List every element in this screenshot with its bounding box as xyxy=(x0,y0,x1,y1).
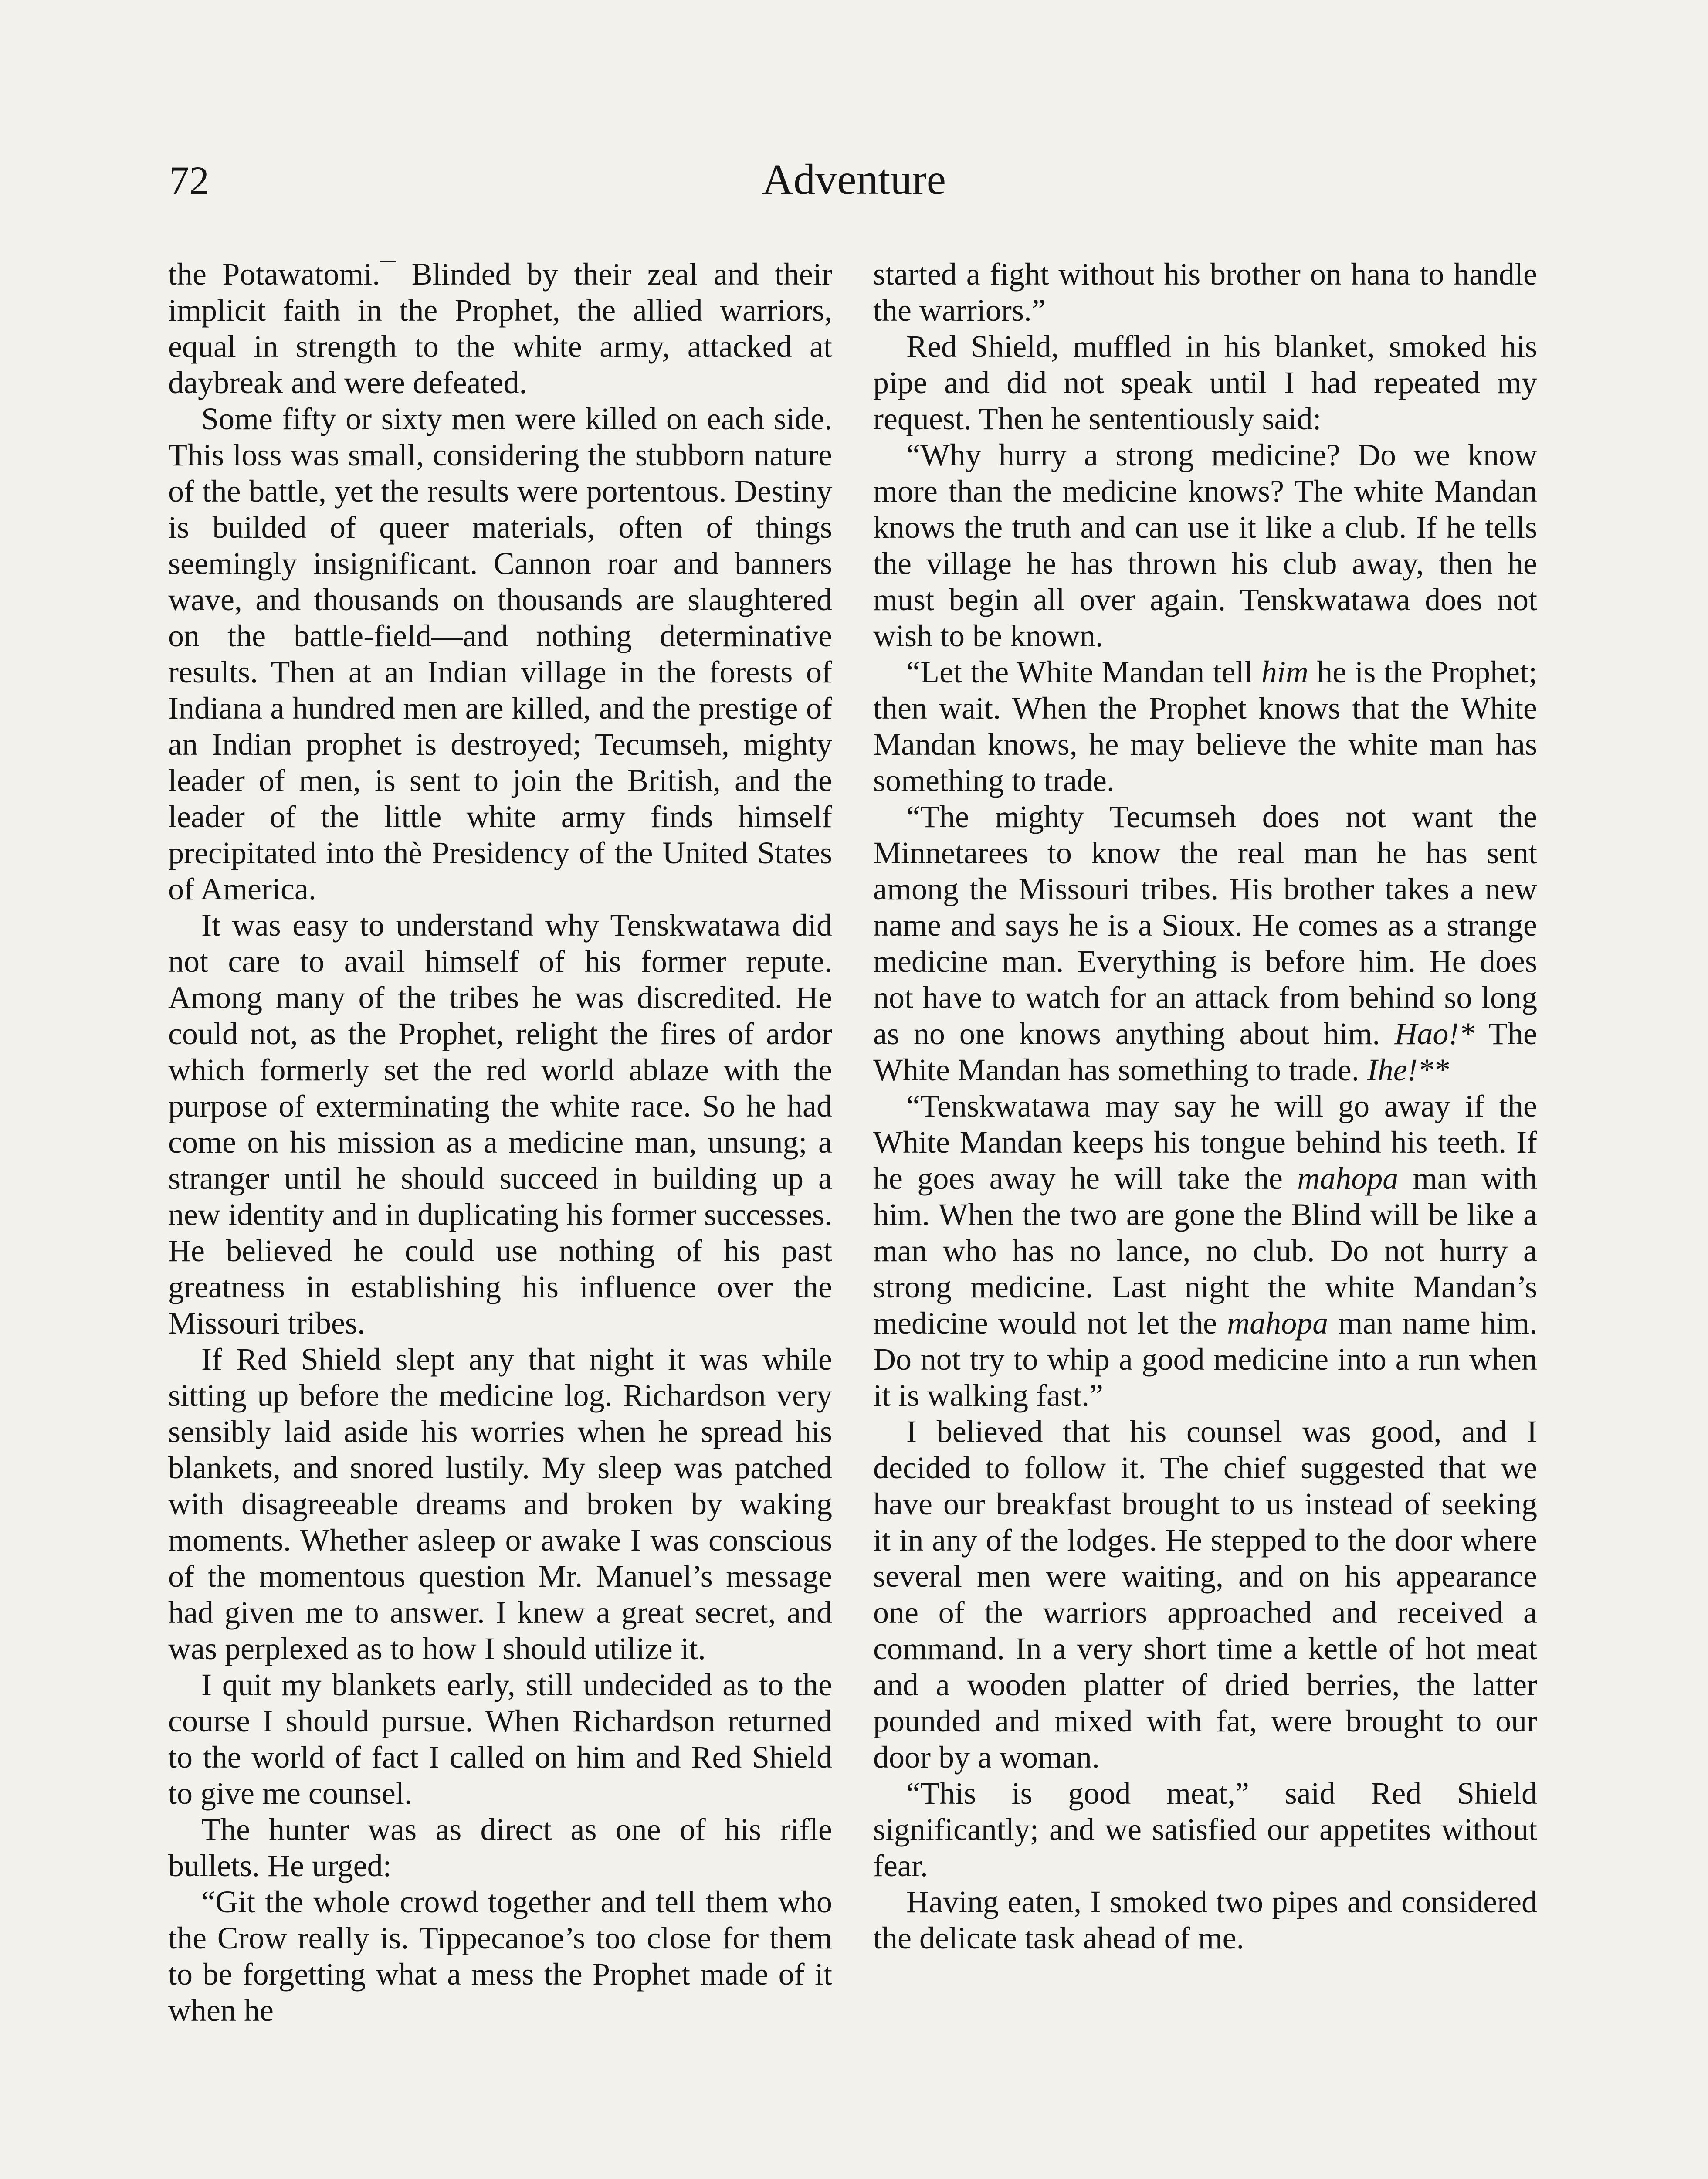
text-run: “Let the White Mandan tell xyxy=(906,655,1261,689)
paragraph: If Red Shield slept any that night it was while sitting up before the medicine log. Richardson very sensibly laid aside his worries when he spread his blankets, and snored lustily. My sleep was patched with disagreeable dreams and broken by waking moments. Whether asleep or awake I was conscious of the momentous question Mr. Manuel’s message had given me to answer. I knew a great secret, and was perplexed as to how I should utilize it. xyxy=(168,1342,832,1666)
paragraph xyxy=(873,329,1537,437)
paragraph xyxy=(873,1775,1537,1884)
right-column xyxy=(873,256,1537,1956)
italic-word: Hao!* xyxy=(1394,1016,1475,1051)
paragraph xyxy=(873,1088,1537,1414)
paragraph xyxy=(873,256,1537,329)
text-run: man with him. When the two are gone the Blind will be like a man who has no lance, no club. Do not hurry a strong medicine. Last night the white Mandan’s medicine would not let the xyxy=(873,1161,1538,1341)
text-run: The White Mandan has something to trade. xyxy=(873,1016,1537,1087)
paragraph: “Git the whole crowd together and tell them who the Crow really is. Tippecanoe’s too close for them to be forgetting what a mess the Prophet made of it when he xyxy=(168,1884,832,2028)
left-column xyxy=(168,256,832,2029)
paragraph xyxy=(873,799,1537,1088)
paragraph xyxy=(873,1414,1537,1775)
paragraph xyxy=(873,654,1537,799)
text-run: I believed that his counsel was good, and I decided to follow it. The chief suggested that we have our breakfast brought to us instead of seeking it in any of the lodges. He stepped to the door where several men were waiting, and on his appearance one of the warriors approached and received a command. In a very short time a kettle of hot meat and a wooden platter of dried berries, the latter pounded and mixed with fat, were brought to our door by a woman. xyxy=(873,1414,1537,1775)
running-head: Adventure xyxy=(762,155,946,204)
text-run: Having eaten, I smoked two pipes and considered the delicate task ahead of me. xyxy=(873,1884,1537,1955)
italic-word: mahopa xyxy=(1297,1161,1399,1196)
paragraph: Some fifty or sixty men were killed on each side. This loss was small, considering the stubborn nature of the battle, yet the results were portentous. Destiny is builded of queer materials, often of things seemingly insignificant. Cannon roar and banners wave, and thousands on thousands are slaughtered on the battle-field—and nothing determinative results. Then at an Indian village in the forests of Indiana a hundred men are killed, and the prestige of an Indian prophet is destroyed; Tecumseh, mighty leader of men, is sent to join the British, and the leader of the little white army finds himself precipitated into thè Presidency of the United States of America. xyxy=(168,401,832,906)
text-run: started a fight without his brother on hana to handle the warriors.” xyxy=(873,257,1537,328)
text-run: Red Shield, muffled in his blanket, smoked his pipe and did not speak until I had repeated my request. Then he sententiously said: xyxy=(873,329,1537,436)
paragraph xyxy=(873,1884,1537,1956)
paragraph xyxy=(873,437,1537,654)
text-run: “The mighty Tecumseh does not want the Minnetarees to know the real man he has sent among the Missouri tribes. His brother takes a new name and says he is a Sioux. He comes as a strange medicine man. Everything is before him. He does not have to watch for an attack from behind so long as no one knows anything about him. xyxy=(873,799,1537,1051)
text-run: “Tenskwatawa may say he will go away if the White Mandan keeps his tongue behind his teeth. If he goes away he will take the xyxy=(873,1089,1537,1196)
text-run: “This is good meat,” said Red Shield significantly; and we satisfied our appetites without fear. xyxy=(873,1776,1537,1883)
text-run: he is the Prophet; then wait. When the Prophet knows that the White Mandan knows, he may believe the white man has something to trade. xyxy=(873,655,1537,798)
paragraph: I quit my blankets early, still undecided as to the course I should pursue. When Richardson returned to the world of fact I called on him and Red Shield to give me counsel. xyxy=(168,1667,832,1811)
italic-word: Ihe!** xyxy=(1367,1052,1449,1087)
text-run: “Why hurry a strong medicine? Do we know more than the medicine knows? The white Mandan knows the truth and can use it like a club. If he tells the village he has thrown his club away, then he must begin all over again. Tenskwatawa does not wish to be known. xyxy=(873,438,1537,653)
text-run: man name him. Do not try to whip a good medicine into a run when it is walking fast.” xyxy=(873,1306,1537,1413)
italic-word: him xyxy=(1261,655,1308,689)
page-number: 72 xyxy=(169,158,209,203)
italic-word: mahopa xyxy=(1227,1306,1328,1341)
paragraph: The hunter was as direct as one of his rifle bullets. He urged: xyxy=(168,1812,832,1883)
paragraph: the Potawatomi.¯ Blinded by their zeal and their implicit faith in the Prophet, the allied warriors, equal in strength to the white army, attacked at daybreak and were defeated. xyxy=(168,257,832,400)
paragraph: It was easy to understand why Tenskwatawa did not care to avail himself of his former repute. Among many of the tribes he was discredited. He could not, as the Prophet, relight the fires of ardor which formerly set the red world ablaze with the purpose of exterminating the white race. So he had come on his mission as a medicine man, unsung; a stranger until he should succeed in building up a new identity and in duplicating his former successes. He believed he could use nothing of his past greatness in establishing his influence over the Missouri tribes. xyxy=(168,908,832,1341)
